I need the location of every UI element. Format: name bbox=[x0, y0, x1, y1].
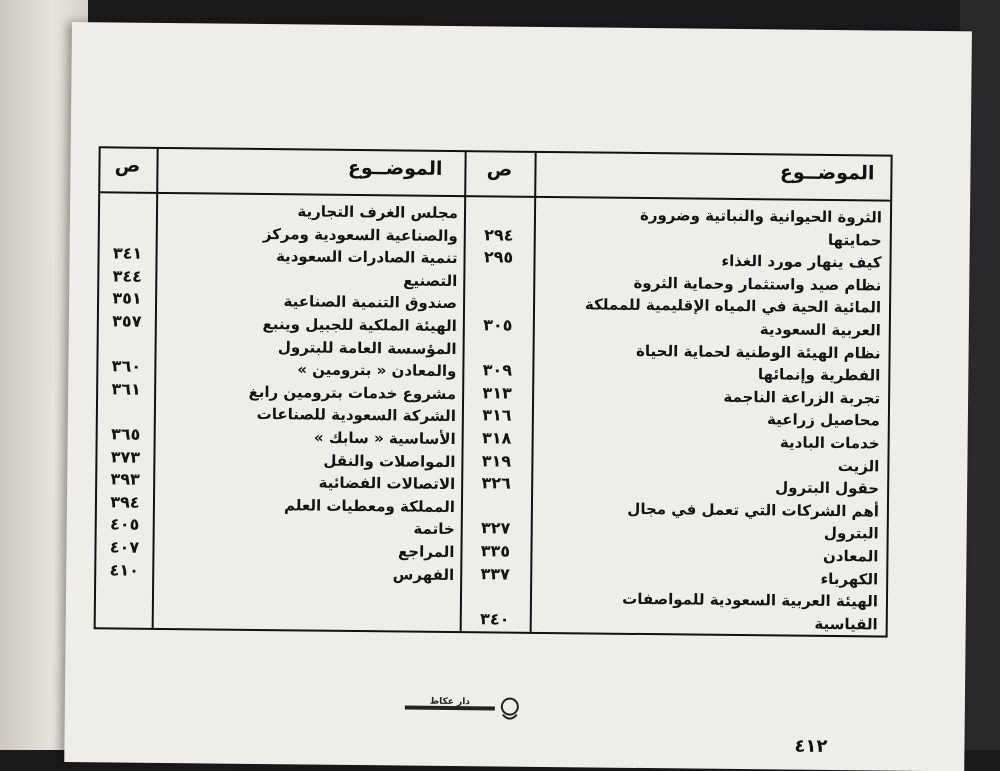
toc-page-number: ٣٢٧ bbox=[480, 518, 511, 538]
toc-page-number: ٣٥١ bbox=[112, 288, 142, 309]
toc-entry: والصناعية السعودية ومركز bbox=[262, 224, 458, 245]
toc-page-number: ٣٠٥ bbox=[483, 315, 513, 335]
header-subject-right: الموضــوع bbox=[779, 161, 875, 185]
toc-page-number: ٣٤٤ bbox=[112, 266, 143, 286]
toc-page-number: ٤٠٥ bbox=[109, 514, 140, 535]
right-column-pages bbox=[462, 202, 532, 632]
toc-entry: المواصلات والنقل bbox=[323, 451, 456, 471]
toc-page-number: ٣٤٠ bbox=[480, 608, 510, 629]
toc-page-number bbox=[100, 334, 152, 357]
toc-page-number: ٤١٠ bbox=[109, 559, 140, 580]
toc-page-number: ٣١٦ bbox=[482, 405, 512, 425]
toc-page-number: ٢٩٥ bbox=[483, 247, 514, 267]
toc-entry: البترول bbox=[823, 524, 879, 543]
toc-entry: الثروة الحيوانية والنباتية وضرورة bbox=[639, 205, 883, 227]
toc-page-number: ٢٩٤ bbox=[484, 224, 514, 245]
toc-entry: الزيت bbox=[837, 456, 880, 476]
toc-page-number: ٣٦٥ bbox=[110, 424, 141, 444]
toc-entry: نظام صيد واستثمار وحماية الثروة bbox=[633, 273, 882, 295]
header-page-left: ص bbox=[114, 154, 141, 177]
publisher-logo bbox=[395, 693, 535, 724]
toc-entry: حمايتها bbox=[827, 230, 882, 250]
left-column-pages bbox=[98, 198, 154, 583]
book-page bbox=[64, 22, 972, 771]
toc-entry: العربية السعودية bbox=[759, 320, 881, 340]
toc-page-number bbox=[100, 402, 152, 425]
page-number: ٤١٢ bbox=[794, 735, 828, 757]
toc-page-number: ٣٢٦ bbox=[481, 473, 511, 493]
toc-page-number bbox=[466, 202, 532, 225]
toc-entry: الهيئة الملكية للجبيل وينبع bbox=[262, 314, 457, 336]
toc-entry: صندوق التنمية الصناعية bbox=[283, 292, 458, 313]
left-column-entries bbox=[158, 199, 458, 586]
toc-entry: تنمية الصادرات السعودية bbox=[275, 247, 458, 268]
toc-entry: مجلس الغرف التجارية bbox=[297, 202, 459, 223]
toc-entry: الاتصالات الفضائية bbox=[318, 473, 456, 494]
toc-page-number bbox=[463, 496, 529, 519]
toc-entry: القياسية bbox=[814, 614, 878, 634]
toc-entry: المؤسسة العامة للبترول bbox=[277, 337, 457, 358]
toc-entry: المائية الحية في المياه الإقليمية للمملكة bbox=[584, 295, 882, 317]
toc-page-number: ٣٣٥ bbox=[480, 541, 511, 561]
toc-entry: تجربة الزراعة الناجمة bbox=[723, 387, 881, 408]
toc-entry: المملكة ومعطيات العلم bbox=[283, 495, 456, 516]
toc-entry: خاتمة bbox=[413, 519, 455, 539]
toc-entry: أهم الشركات التي تعمل في مجال bbox=[627, 499, 880, 521]
toc-entry: كيف ينهار مورد الغذاء bbox=[721, 252, 882, 272]
toc-entry: الأساسية « سابك » bbox=[313, 428, 456, 448]
toc-entry: الفهرس bbox=[392, 564, 455, 584]
toc-page-number bbox=[462, 586, 528, 609]
toc-entry: خدمات البادية bbox=[779, 433, 880, 453]
toc-entry: حقول البترول bbox=[775, 478, 880, 498]
toc-entry: والمعادن « بترومين » bbox=[297, 360, 457, 381]
toc-entry: المعادن bbox=[822, 546, 879, 566]
toc-entry: الهيئة العربية السعودية للمواصفات bbox=[622, 589, 879, 611]
contents-table bbox=[94, 146, 893, 637]
publisher-name: دار عكاظ bbox=[429, 696, 471, 708]
toc-entry: محاصيل زراعية bbox=[766, 410, 880, 430]
toc-entry: الشركة السعودية للصناعات bbox=[256, 405, 456, 426]
header-subject-left: الموضــوع bbox=[347, 156, 443, 180]
toc-page-number: ٣٦١ bbox=[111, 379, 141, 399]
toc-page-number: ٣١٨ bbox=[481, 428, 512, 448]
toc-page-number bbox=[102, 221, 154, 244]
toc-entry: المراجع bbox=[398, 542, 455, 561]
toc-page-number: ٣٤١ bbox=[112, 243, 143, 263]
toc-page-number: ٣٣٧ bbox=[480, 563, 510, 584]
toc-entry: نظام الهيئة الوطنية لحماية الحياة bbox=[636, 341, 881, 363]
toc-page-number: ٣٩٣ bbox=[110, 469, 140, 489]
toc-entry: الفطرية وإنمائها bbox=[757, 365, 881, 385]
toc-page-number: ٣٥٧ bbox=[112, 311, 142, 331]
toc-page-number: ٣٩٤ bbox=[110, 492, 140, 512]
toc-entry: الكهرباء bbox=[820, 569, 879, 588]
header-page-right: ص bbox=[486, 158, 513, 181]
toc-page-number bbox=[465, 293, 531, 316]
toc-page-number: ٣٦٠ bbox=[111, 356, 142, 376]
right-column-entries bbox=[534, 203, 882, 636]
toc-page-number: ٤٠٧ bbox=[109, 537, 140, 557]
toc-page-number bbox=[102, 198, 154, 221]
toc-entry: مشروع خدمات بترومين رابغ bbox=[248, 382, 457, 403]
toc-page-number: ٣٠٩ bbox=[482, 360, 513, 380]
toc-page-number: ٣١٣ bbox=[482, 383, 512, 403]
toc-page-number: ٣٧٣ bbox=[110, 446, 141, 467]
toc-page-number: ٣١٩ bbox=[481, 450, 512, 471]
toc-page-number bbox=[464, 338, 530, 361]
toc-page-number bbox=[465, 270, 531, 293]
toc-entry: التصنيع bbox=[403, 271, 458, 290]
